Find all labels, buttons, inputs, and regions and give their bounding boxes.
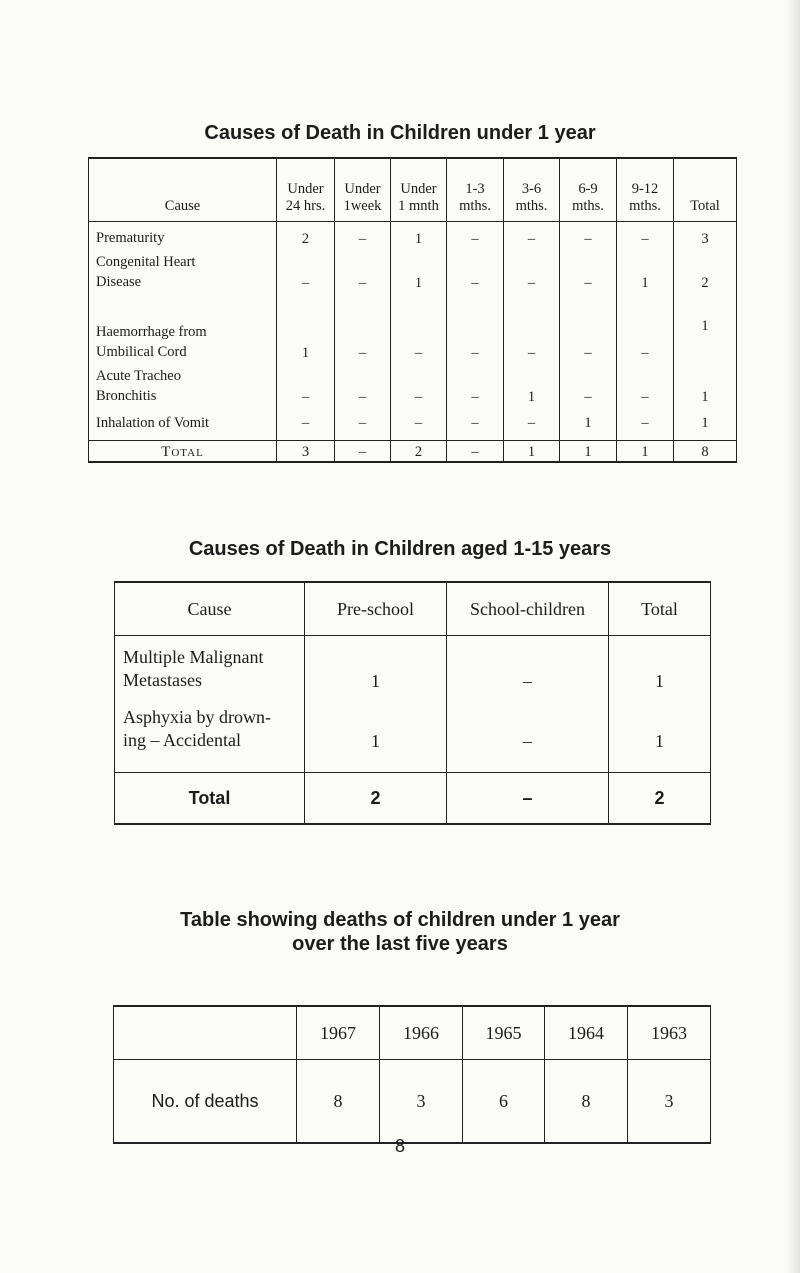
cell-value: 1 (305, 692, 447, 752)
cell-total: 1 (609, 692, 711, 752)
header-3-6-months: 3-6 mths. (504, 158, 560, 222)
cell-value: – (391, 406, 447, 441)
total-value: – (447, 773, 609, 825)
header-total: Total (609, 582, 711, 636)
cell-value: – (504, 248, 560, 292)
header-total: Total (674, 158, 737, 222)
page-number: 8 (394, 1136, 405, 1156)
row-cause: Congenital Heart Disease (89, 248, 277, 292)
row-cause: Haemorrhage from Umbilical Cord (89, 292, 277, 362)
cell-value: 1 (560, 406, 617, 441)
cell-value: – (335, 248, 391, 292)
total-value: 1 (504, 441, 560, 463)
cell-value: – (391, 292, 447, 362)
cell-value: – (504, 406, 560, 441)
cell-value: – (277, 406, 335, 441)
table-row (89, 292, 737, 362)
cell-value: – (504, 222, 560, 249)
cell-total: 1 (674, 406, 737, 441)
total-value: 1 (560, 441, 617, 463)
cell-total: 2 (674, 248, 737, 292)
total-value: 2 (305, 773, 447, 825)
page-edge-shadow (786, 0, 800, 1273)
cell-value: – (335, 362, 391, 406)
table1-totals-row (89, 441, 737, 463)
header-year: 1965 (463, 1006, 545, 1060)
row-cause: Prematurity (89, 222, 277, 249)
header-blank (114, 1006, 297, 1060)
header-under-1-week: Under 1week (335, 158, 391, 222)
header-9-12-months: 9-12 mths. (617, 158, 674, 222)
cell-value: 1 (504, 362, 560, 406)
cell-value: – (617, 292, 674, 362)
header-year: 1966 (380, 1006, 463, 1060)
header-cause: Cause (89, 158, 277, 222)
table-row (115, 636, 711, 693)
cell-value: – (447, 636, 609, 693)
cell-value: – (277, 362, 335, 406)
cell-value: – (335, 222, 391, 249)
table-causes-under-1-year (88, 157, 737, 463)
header-cause: Cause (115, 582, 305, 636)
header-school-children: School-children (447, 582, 609, 636)
cell-value: 8 (297, 1060, 380, 1144)
table3-header-row (114, 1006, 711, 1060)
cell-total: 1 (674, 362, 737, 406)
cell-value: 6 (463, 1060, 545, 1144)
cell-value: – (335, 406, 391, 441)
cell-value: – (447, 362, 504, 406)
total-value: – (335, 441, 391, 463)
cell-value: – (447, 692, 609, 752)
totals-label: Total (89, 441, 277, 463)
cell-value: – (447, 222, 504, 249)
header-year: 1964 (545, 1006, 628, 1060)
header-6-9-months: 6-9 mths. (560, 158, 617, 222)
table1-title: Causes of Death in Children under 1 year (204, 122, 596, 144)
row-cause: Asphyxia by drown- ing – Accidental (115, 692, 305, 752)
table3-title-line1: Table showing deaths of children under 1 year (180, 909, 620, 931)
cell-value: – (560, 248, 617, 292)
table-row (89, 248, 737, 292)
table-causes-1-15-years (114, 581, 711, 825)
cell-value: 2 (277, 222, 335, 249)
row-cause: Inhalation of Vomit (89, 406, 277, 441)
header-1-3-months: 1-3 mths. (447, 158, 504, 222)
cell-value: – (447, 406, 504, 441)
cell-value: – (560, 362, 617, 406)
cell-value: 1 (305, 636, 447, 693)
cell-value: – (335, 292, 391, 362)
table3-title (0, 908, 800, 956)
row-label: No. of deaths (114, 1060, 297, 1144)
total-value: 1 (617, 441, 674, 463)
cell-value: 3 (628, 1060, 711, 1144)
header-under-1-month: Under 1 mnth (391, 158, 447, 222)
total-value: – (447, 441, 504, 463)
cell-value: 8 (545, 1060, 628, 1144)
header-under-24-hrs: Under 24 hrs. (277, 158, 335, 222)
cell-value: – (617, 222, 674, 249)
cell-value: 3 (380, 1060, 463, 1144)
cell-value: – (504, 292, 560, 362)
table-row (89, 406, 737, 441)
table2-title: Causes of Death in Children aged 1-15 years (188, 538, 612, 560)
cell-value: – (391, 362, 447, 406)
cell-total: 3 (674, 222, 737, 249)
table1-header-row (89, 158, 737, 222)
row-cause: Multiple Malignant Metastases (115, 636, 305, 693)
cell-value: 1 (617, 248, 674, 292)
totals-label: Total (115, 773, 305, 825)
cell-value: – (617, 362, 674, 406)
table-deaths-last-five-years (113, 1005, 711, 1144)
table-row (115, 692, 711, 752)
total-value: 3 (277, 441, 335, 463)
table-row (114, 1060, 711, 1144)
header-year: 1963 (628, 1006, 711, 1060)
header-year: 1967 (297, 1006, 380, 1060)
spacer-row (115, 752, 711, 773)
cell-value: 1 (391, 248, 447, 292)
table2-totals-row (115, 773, 711, 825)
cell-value: – (617, 406, 674, 441)
cell-total: 1 (674, 292, 737, 362)
cell-value: – (560, 222, 617, 249)
cell-value: – (277, 248, 335, 292)
table3-title-line2: over the last five years (292, 933, 508, 955)
cell-value: – (447, 292, 504, 362)
header-pre-school: Pre-school (305, 582, 447, 636)
total-value: 2 (391, 441, 447, 463)
table-row (89, 362, 737, 406)
table2-header-row (115, 582, 711, 636)
row-cause: Acute Tracheo Bronchitis (89, 362, 277, 406)
cell-total: 1 (609, 636, 711, 693)
cell-value: – (560, 292, 617, 362)
grand-total: 2 (609, 773, 711, 825)
table-row (89, 222, 737, 249)
grand-total: 8 (674, 441, 737, 463)
cell-value: 1 (277, 292, 335, 362)
cell-value: 1 (391, 222, 447, 249)
cell-value: – (447, 248, 504, 292)
